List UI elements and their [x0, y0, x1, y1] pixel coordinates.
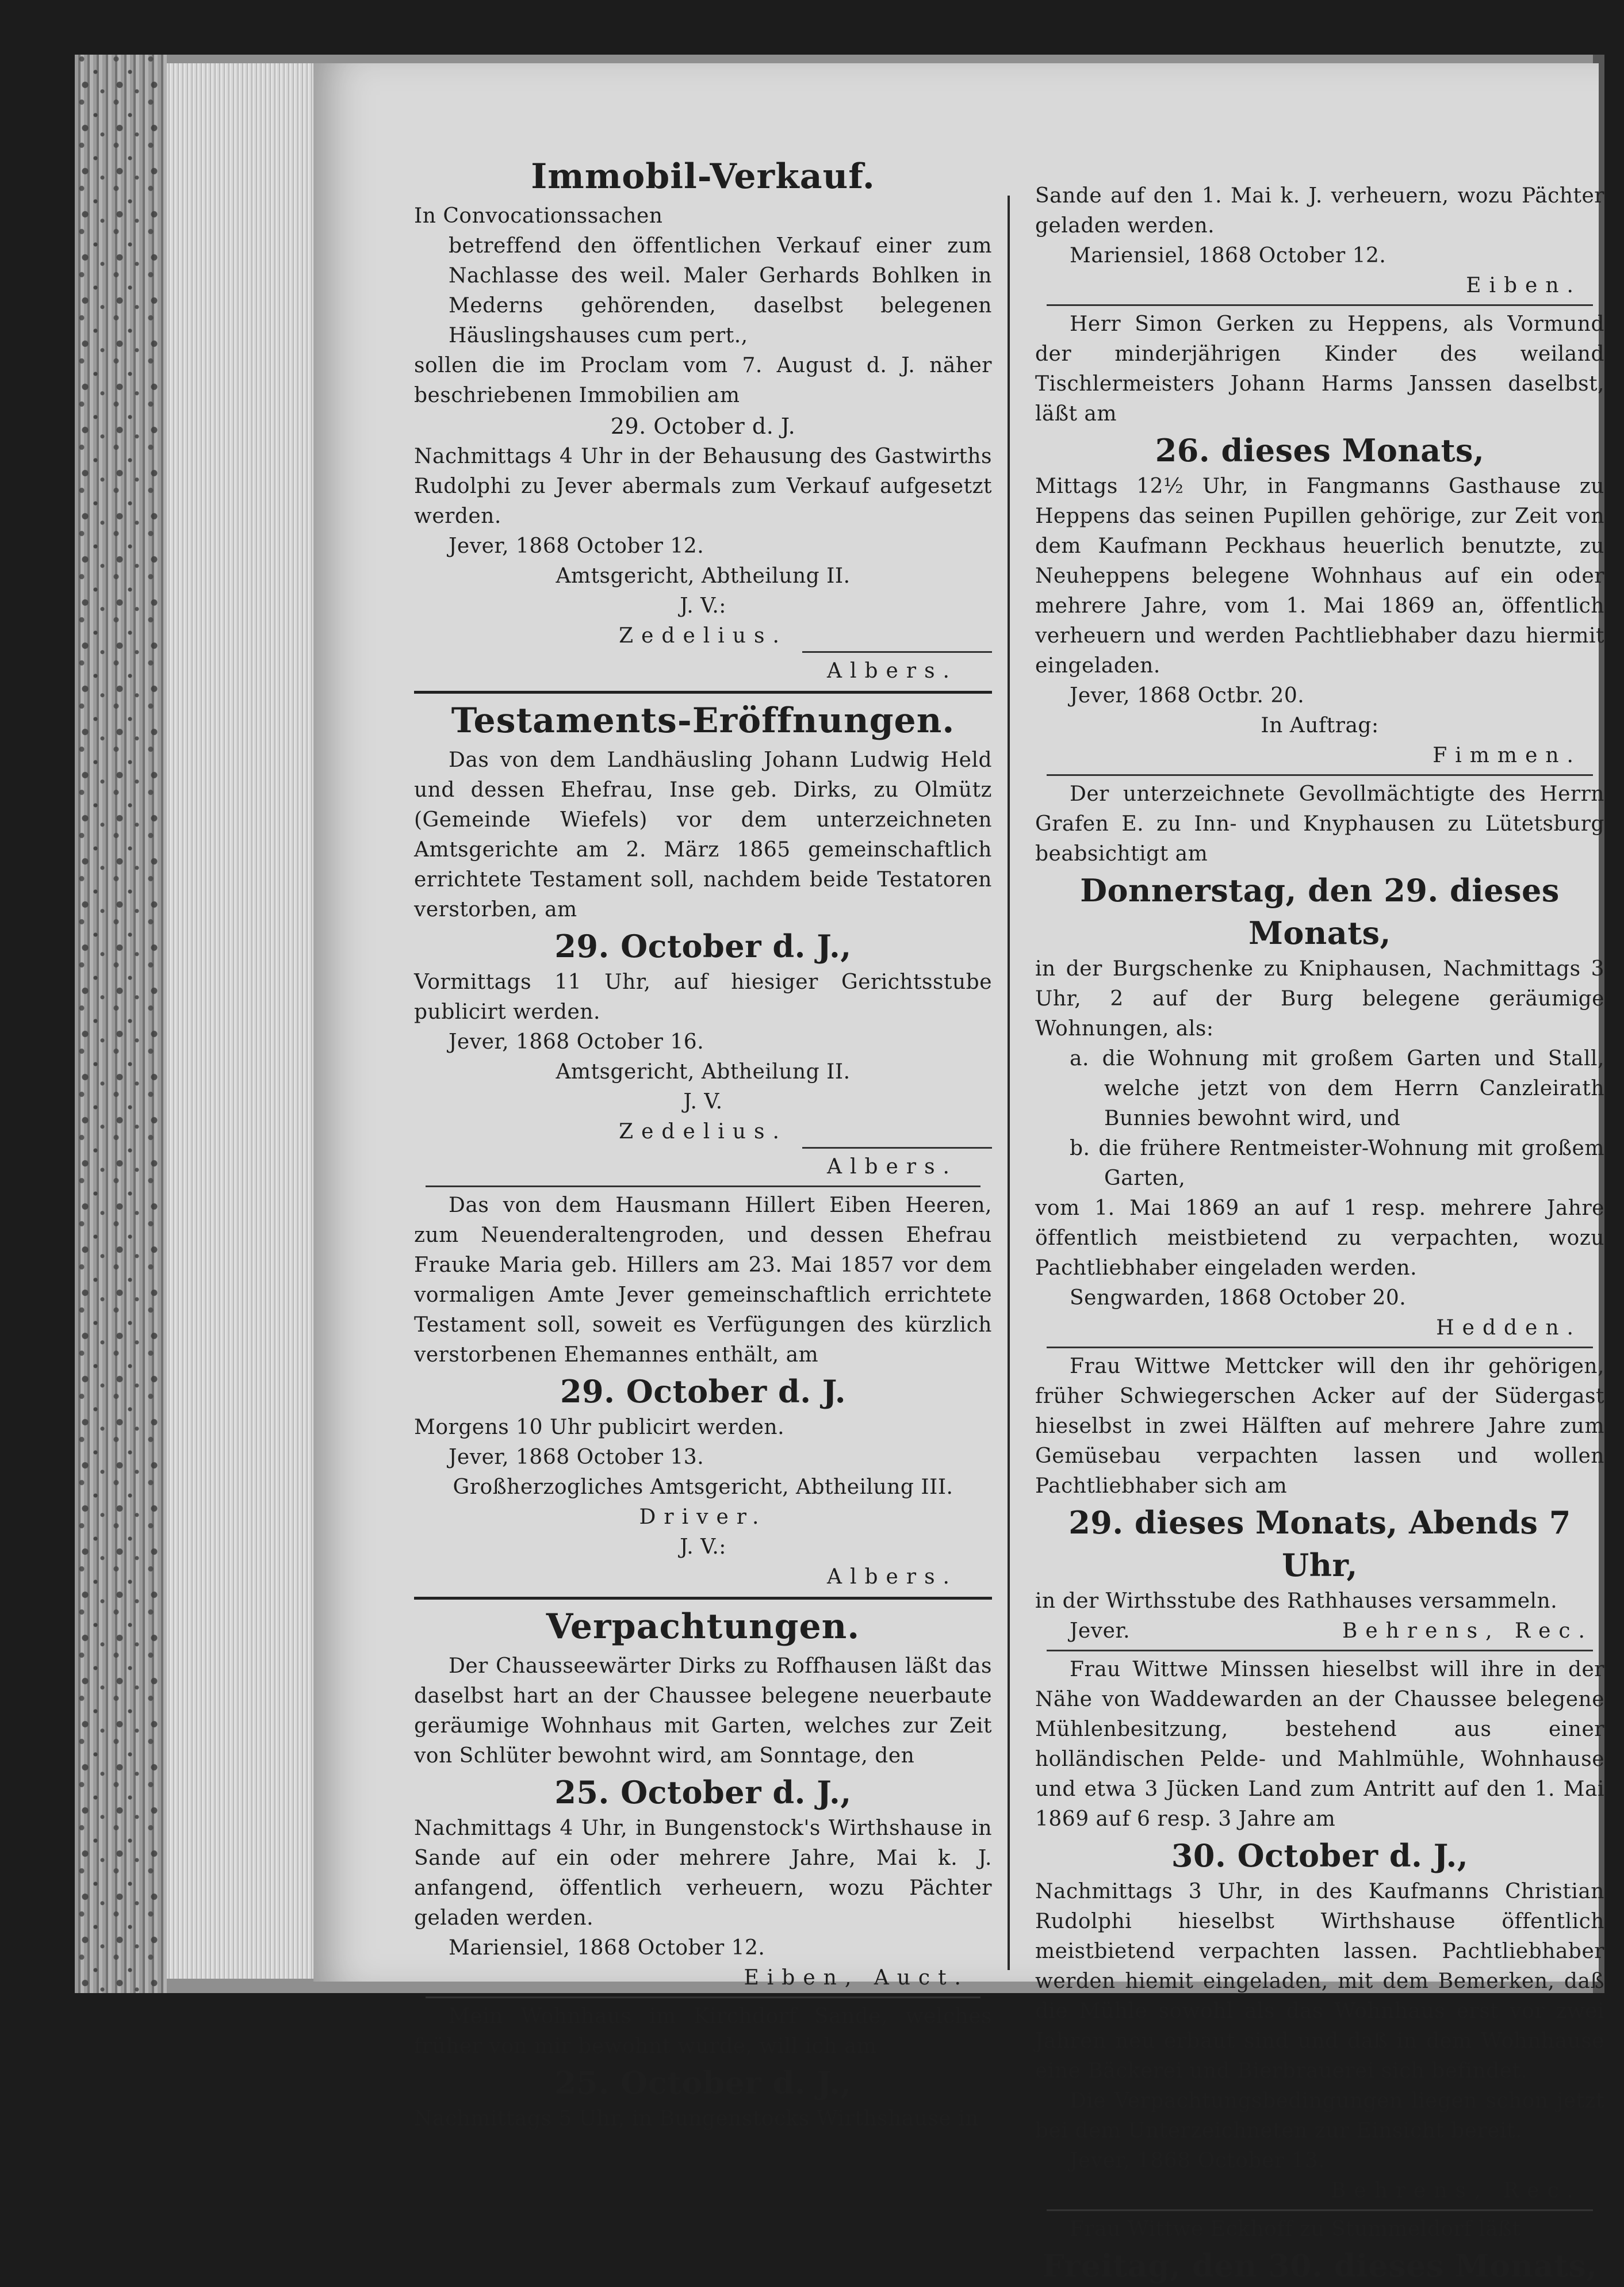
notice-date: 29. October d. J.	[560, 1373, 846, 1410]
notice-place: Jever, 1868 Octbr. 20.	[1070, 684, 1305, 707]
notice-text: Der unterzeichnete Gevollmächtigte des Herrn Grafen E. zu Inn- und Knyphausen zu Lütetsburg beabsichtigt am	[1035, 782, 1604, 866]
notice-text: Mein Wohnhaus im Kirchdorf Sande, welches früher von mir bewohnt wurde, will ich am	[414, 2005, 992, 2058]
minssen-notice	[1035, 1655, 1604, 2206]
notice-place: Jever, 1868 October 13.	[1070, 2149, 1326, 2173]
notice-date: 29. October d. J.,	[554, 928, 852, 965]
notice-text: Das von dem Hausmann Hillert Eiben Heeren, zum Neuenderaltengroden, und dessen Ehefrau Frauke Maria geb. Hillers am 23. Mai 1857 vor dem vormaligen Amte Jever gemeinschaftlich errichtete Testament soll, soweit es Verfügungen des kürzlich verstorbenen Ehemannes enthält, am	[414, 1194, 992, 1367]
jv-label: J. V.:	[680, 594, 726, 618]
court-name: Amtsgericht, Abtheilung II.	[556, 1060, 851, 1084]
signature: Driver.	[639, 1505, 767, 1529]
notice-text: Vormittags 11 Uhr, auf hiesiger Gerichtsstube publicirt werden.	[414, 970, 992, 1024]
signature: Zedelius.	[619, 1120, 787, 1144]
notice-text: Frau Wittwe Mettcker will den ihr gehörigen, früher Schwiegerschen Acker auf der Südergast hieselbst in zwei Hälften auf mehrere Jahre zum Gemüsebau verpachten lassen und wollen Pachtliebhaber sich am	[1035, 1355, 1604, 1498]
section-heading: Immobil-Verkauf.	[531, 156, 875, 197]
court-name: Großherzogliches Amtsgericht, Abtheilung III.	[453, 1475, 953, 1499]
notice-text: In Convocationssachen	[414, 204, 663, 228]
eckhoff-notice	[1035, 2215, 1604, 2287]
auftrag-label: In Auftrag:	[1261, 714, 1379, 737]
verpachtungen-section	[414, 1602, 992, 2134]
notice-date: 26. dieses Monats,	[1155, 432, 1485, 469]
notice-text: Nachmittags 4 Uhr, in Bungenstock's Wirthshause in Sande auf ein oder mehrere Jahre, Mai k. J. anfangend, öffentlich verheuern, wozu Pächter geladen werden.	[414, 1816, 992, 1930]
list-item: b. die frühere Rentmeister-Wohnung mit großem Garten,	[1070, 1137, 1604, 1190]
notice-text: Sande auf den 1. Mai k. J. verheuern, wozu Pächter geladen werden.	[1035, 184, 1604, 238]
notice-text: Nachmittags 4 Uhr in der Behausung des Gastwirths Rudolphi zu Jever abermals zum Verkauf aufgesetzt werden.	[414, 445, 992, 528]
court-name: Amtsgericht, Abtheilung II.	[556, 564, 851, 588]
notice-divider	[426, 1185, 980, 1187]
signature: Behrens, Rec.	[1342, 1619, 1593, 1643]
notice-divider	[1047, 2209, 1593, 2211]
notice-date: 29. dieses Monats, Abends 7 Uhr,	[1068, 1504, 1571, 1584]
signature: Eiben, Auct.	[744, 1966, 969, 1990]
marbled-edge	[75, 55, 161, 1993]
notice-text: sollen die im Proclam vom 7. August d. J. näher beschriebenen Immobilien am	[414, 354, 992, 407]
notice-place: Sengwarden, 1868 October 20.	[1070, 1286, 1407, 1310]
notice-text: in der Wirthsstube des Rathhauses versammeln.	[1035, 1589, 1558, 1613]
graf-notice	[1035, 779, 1604, 1343]
section-divider	[414, 691, 992, 694]
notice-text: Die Verpachtungsbedingungen liegen schon jetzt bei dem Unterzeichneten zur Einsicht bereit.	[1035, 2089, 1604, 2143]
right-column	[1035, 181, 1604, 2287]
notice-divider	[426, 1997, 980, 1998]
section-heading: Verpachtungen.	[546, 1607, 860, 1647]
notice-place: Mariensiel, 1868 October 12.	[449, 1936, 765, 1960]
section-heading: Testaments-Eröffnungen.	[451, 701, 955, 741]
notice-text: Nachmittags 3 Uhr, in des Kaufmanns Christian Rudolphi hieselbst Wirthshause öffentlich meistbietend verpachten lassen. Pachtliebhaber werden hiemit eingeladen, mit dem Bemerken, daß die Mühle sowohl als das Wohnhaus erst vor zwei Jahren neu erbaut sind und daß in dem Wohnhause eine Bäckerei und Bierbrauerei sich befindet.	[1035, 1880, 1604, 2083]
notice-text: Frau Wittwe Minssen hieselbst will ihre in der Nähe von Waddewarden an der Chaussee belegene Mühlenbesitzung, bestehend aus einer holländischen Pelde- und Mahlmühle, Wohnhause und etwa 3 Jücken Land zum Antritt auf den 1. Mai 1869 auf 6 resp. 3 Jahre am	[1035, 1658, 1604, 1831]
signature-rule	[802, 651, 992, 653]
signature-rule	[802, 1147, 992, 1149]
notice-text: Mittags 12½ Uhr, in Fangmanns Gasthause zu Heppens das seinen Pupillen gehörige, zur Zeit von dem Kaufmann Peckhaus heuerlich benutzte, zu Neuheppens belegene Wohnhaus auf ein oder mehrere Jahre, vom 1. Mai 1869 an, öffentlich verheuern und werden Pachtliebhaber dazu hiermit eingeladen.	[1035, 475, 1604, 678]
notice-text: betreffend den öffentlichen Verkauf einer zum Nachlasse des weil. Maler Gerhards Bohlken in Mederns gehörenden, daselbst belegenen Häuslingshauses cum pert.,	[449, 234, 992, 347]
section-divider	[414, 1597, 992, 1600]
notice-place: Jever.	[1070, 1619, 1131, 1643]
notice-date: 29. October d. J.	[610, 414, 796, 439]
notice-place: Mariensiel, 1868 October 12.	[1070, 244, 1386, 267]
signature: Eiben.	[1466, 274, 1581, 297]
notice-text: Nachmittags 5 Uhr, in Bungenstocks Wirthshause in	[414, 2107, 979, 2131]
notice-text: Das von dem Landhäusling Johann Ludwig Held und dessen Ehefrau, Inse geb. Dirks, zu Olmütz (Gemeinde Wiefels) vor dem unterzeichneten Amtsgerichte am 2. März 1865 gemeinschaftlich errichtete Testament soll, nachdem beide Testatoren verstorben, am	[414, 748, 992, 921]
gerken-notice	[1035, 309, 1604, 771]
notice-text: vom 1. Mai 1869 an auf 1 resp. mehrere Jahre öffentlich meistbietend zu verpachten, wozu Pachtliebhaber eingeladen werden.	[1035, 1196, 1604, 1280]
jv-label: J. V.	[683, 1090, 723, 1114]
signature: Albers.	[827, 659, 957, 683]
notice-text: Morgens 10 Uhr publicirt werden.	[414, 1416, 785, 1439]
notice-date: 25. October d. J.,	[554, 1774, 852, 1811]
notice-divider	[1047, 304, 1593, 306]
place-signature-row	[1035, 1616, 1604, 1646]
notice-text: Herr Simon Gerken zu Heppens, als Vormund der minderjährigen Kinder des weiland Tischlermeisters Johann Harms Janssen daselbst, läßt am	[1035, 312, 1604, 426]
notice-place: Jever, 1868 October 12.	[449, 534, 704, 558]
jv-label: J. V.:	[680, 1535, 726, 1559]
notice-text: Frau Wittwe Eckhoff zu Stummeldorf läßt	[1070, 2217, 1521, 2241]
notice-place: Jever, 1868 October 13.	[449, 1445, 704, 1469]
left-column	[414, 150, 992, 2134]
signature: Hedden.	[1436, 1316, 1581, 1340]
signature: Albers.	[827, 1155, 957, 1179]
mettcker-notice	[1035, 1352, 1604, 1646]
notice-divider	[1047, 1650, 1593, 1651]
notice-date: Donnerstag, den 29. dieses Monats,	[1080, 872, 1560, 951]
newspaper-page	[313, 63, 1604, 2284]
notice-date: 25. October d. J.,	[554, 2064, 852, 2101]
notice-date: Freitag, den 30. dieses Monats,	[1042, 2247, 1598, 2284]
signature: Fimmen.	[1433, 744, 1581, 767]
continued-notice	[1035, 181, 1604, 301]
signature: Albers.	[827, 1565, 957, 1589]
page-stack	[167, 63, 316, 1979]
signature: Behrens, Rec.	[1330, 2179, 1581, 2202]
testament-section	[414, 696, 992, 1592]
notice-place: Jever, 1868 October 16.	[449, 1030, 704, 1054]
signature: Zedelius.	[619, 624, 787, 648]
notice-text: Der Chausseewärter Dirks zu Roffhausen läßt das daselbst hart an der Chaussee belegene neuerbaute geräumige Wohnhaus mit Garten, welches zur Zeit von Schlüter bewohnt wird, am Sonntage, den	[414, 1654, 992, 1768]
column-divider	[1008, 196, 1010, 1970]
notice-date: 30. October d. J.,	[1171, 1837, 1469, 1874]
notice-text: in der Burgschenke zu Kniphausen, Nachmittags 3 Uhr, 2 auf der Burg belegene geräumige Wohnungen, als:	[1035, 957, 1604, 1041]
notice-divider	[1047, 1347, 1593, 1348]
immobil-verkauf-section	[414, 152, 992, 686]
notice-divider	[1047, 774, 1593, 776]
list-item: a. die Wohnung mit großem Garten und Stall, welche jetzt von dem Herrn Canzleirath Bunnies bewohnt wird, und	[1070, 1047, 1604, 1130]
